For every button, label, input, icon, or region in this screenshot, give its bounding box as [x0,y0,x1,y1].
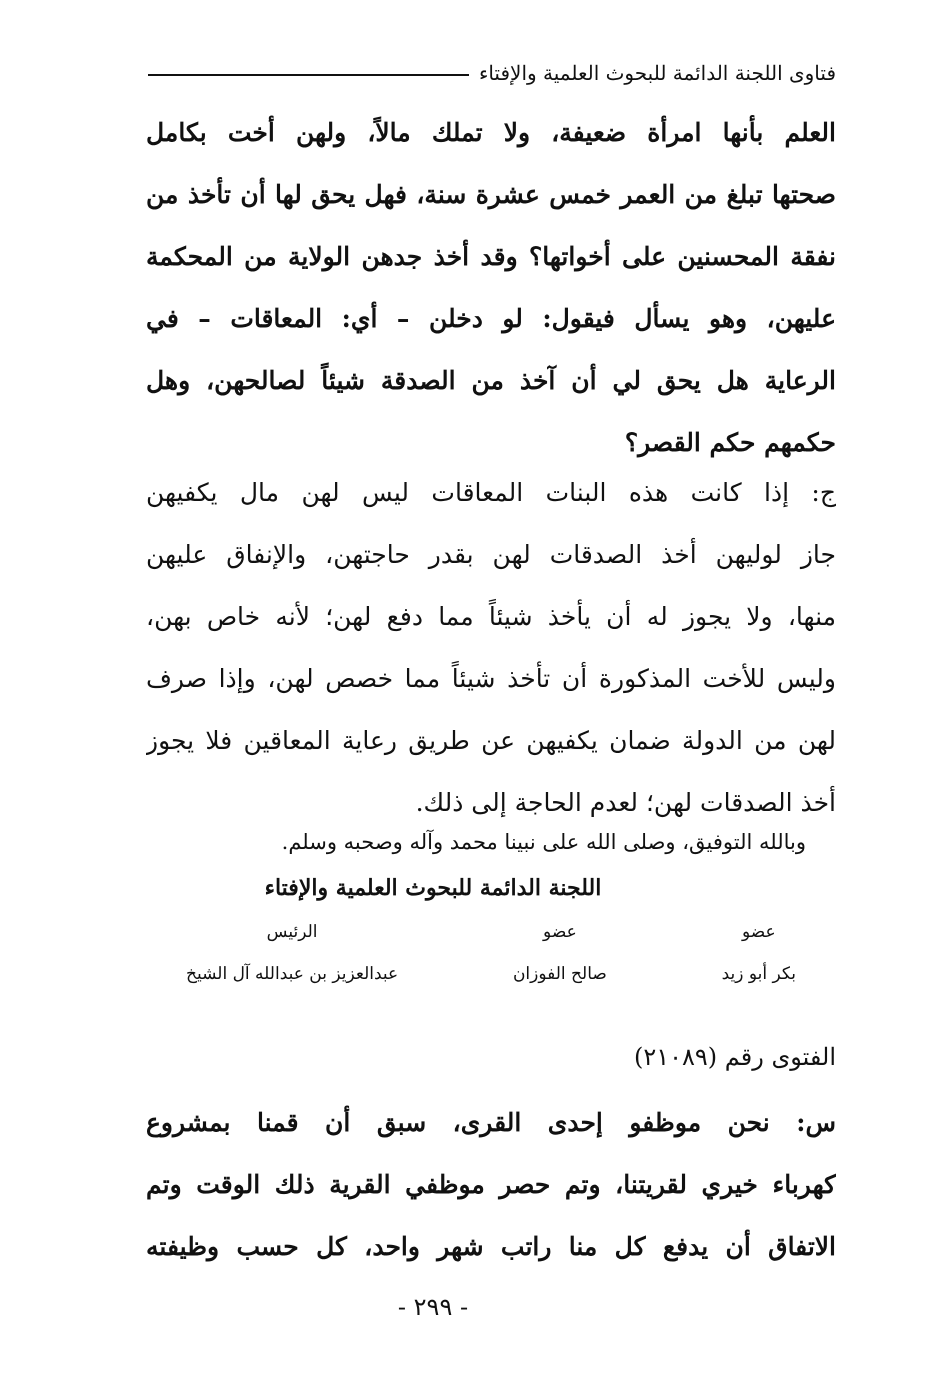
fatwa-number: الفتوى رقم (٢١٠٨٩) [633,1043,836,1071]
question-1-line: نفقة المحسنين على أخواتها؟ وقد أخذ جدهن الولاية من المحكمة [146,242,836,271]
question-1-line: الرعاية هل يحق لي أن آخذ من الصدقة شيئاً لصالحهن، وهل [146,366,836,395]
signatory-role: الرئيس [266,922,318,942]
question-1 [146,102,836,474]
signatory-member-1 [722,912,796,994]
closing-line: وبالله التوفيق، وصلى الله على نبينا محمد وآله وصحبه وسلم. [281,830,806,854]
answer-1-line: لهن من الدولة ضمان يكفيهن عن طريق رعاية المعاقين فلا يجوز [146,726,836,755]
answer-1-line: أخذ الصدقات لهن؛ لعدم الحاجة إلى ذلك. [415,788,836,817]
signatory-role: عضو [543,922,577,942]
question-1-line: العلم بأنها امرأة ضعيفة، ولا تملك مالاً، ولهن أخت بكامل [146,118,836,147]
signatory-name: بكر أبو زيد [721,964,796,984]
signatory-role: عضو [741,922,776,942]
signatory-name: صالح الفوزان [512,964,607,984]
answer-1-line: جاز لوليهن أخذ الصدقات لهن بقدر حاجتهن، والإنفاق عليهن [146,540,836,569]
header-rule [148,74,469,76]
signatory-name: عبدالعزيز بن عبدالله آل الشيخ [186,964,399,984]
answer-1-line: منها، ولا يجوز له أن يأخذ شيئاً مما دفع لهن؛ لأنه خاص بهن، [146,602,836,631]
signatures [186,912,796,994]
question-2-line: س: نحن موظفو إحدى القرى، سبق أن قمنا بمشروع [146,1108,836,1137]
question-2 [146,1092,836,1278]
answer-1-line: ج: إذا كانت هذه البنات المعاقات ليس لهن مال يكفيهن [146,478,836,507]
signatory-member-2 [513,912,607,994]
running-title: فتاوى اللجنة الدائمة للبحوث العلمية والإفتاء [478,61,836,85]
question-1-line: صحتها تبلغ من العمر خمس عشرة سنة، فهل يحق لها أن تأخذ من [146,180,836,209]
question-2-line: الاتفاق أن يدفع كل منا راتب شهر واحد، كل حسب وظيفته [146,1232,836,1261]
question-1-line: حكمهم حكم القصر؟ [624,428,836,457]
question-2-line: كهرباء خيري لقريتنا، وتم حصر موظفي القرية ذلك الوقت وتم [146,1170,836,1199]
answer-1 [146,462,836,834]
committee-title: اللجنة الدائمة للبحوث العلمية والإفتاء [264,875,602,901]
running-header [148,56,836,90]
answer-1-line: وليس للأخت المذكورة أن تأخذ شيئاً مما خصص لهن، وإذا صرف [146,664,836,693]
question-1-line: عليهن، وهو يسأل فيقول: لو دخلن – أي: المعاقات – في [146,304,836,333]
page-number: - ٢٩٩ - [397,1293,469,1321]
signatory-chairman [186,912,398,994]
